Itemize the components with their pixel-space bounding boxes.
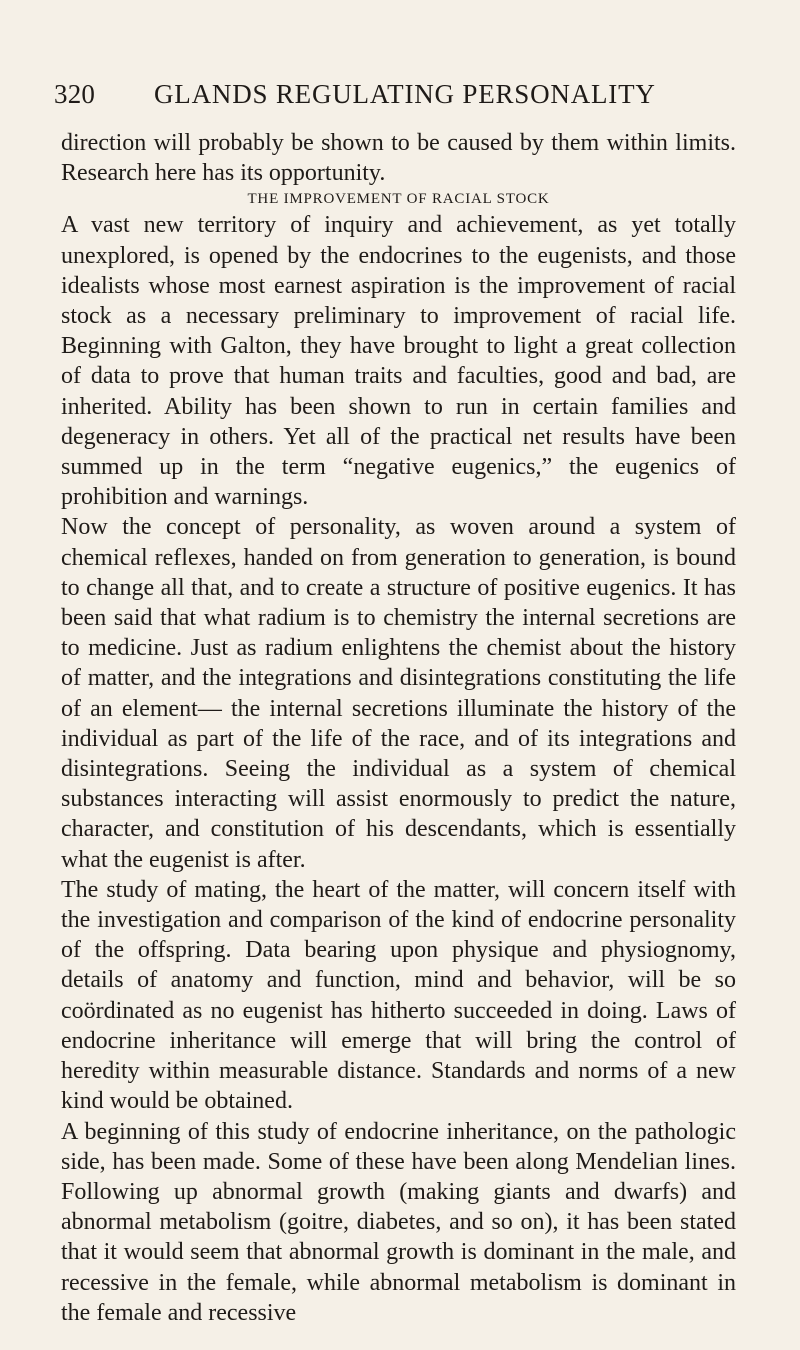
paragraph-2: Now the concept of personality, as woven around a system of chemical reflexes, handed on from generation to generation, is bound to change all that, and to create a structure of positive eugenics. It has been said that what radium is to chemistry the internal secretions are to medicine. Just as radium enlightens the chemist about the history of matter, and the integrations and disintegrations constituting the life of an element— the internal secretions illuminate the history of the individual as part of the life of the race, and of its integrations and disintegrations. Seeing the individual as a system of chemical substances interacting will assist enormously to predict the nature, character, and constitution of his descendants, which is essentially what the eugenist is after. xyxy=(61,514,736,873)
paragraph-1: A vast new territory of inquiry and achievement, as yet totally unexplored, is opened by the endocrines to the eugenists, and those idealists whose most earnest aspiration is the improvement of racial stock as a necessary preliminary to improvement of racial life. Beginning with Galton, they have brought to light a great collection of data to prove that human traits and faculties, good and bad, are inherited. Ability has been shown to run in certain families and degeneracy in others. Yet all of the practical net results have been summed up in the term “negative eugenics,” the eugenics of prohibition and warnings. xyxy=(61,212,736,511)
paragraph-3: The study of mating, the heart of the matter, will concern itself with the investigation and comparison of the kind of endocrine personality of the offspring. Data bearing upon physique and physiognomy, details of anatomy and function, mind and behavior, will be so coördinated as no eugenist has hitherto succeeded in doing. Laws of endocrine inheritance will emerge that will bring the control of heredity within measurable distance. Standards and norms of a new kind would be obtained. xyxy=(61,876,736,1115)
paragraph-4: A beginning of this study of endocrine inheritance, on the pathologic side, has been made. Some of these have been along Mendelian lines. Following up abnormal growth (making giants and dwarfs) and abnormal metabolism (goitre, diabetes, and so on), it has been stated that it would seem that abnormal growth is dominant in the male, and recessive in the female, while abnormal metabolism is dominant in the female and recessive xyxy=(61,1118,736,1326)
page-body xyxy=(61,128,736,1328)
opening-paragraph: direction will probably be shown to be caused by them within limits. Research here has its opportunity. xyxy=(61,130,736,187)
page-number: 320 xyxy=(54,79,96,109)
running-head: GLANDS REGULATING PERSONALITY xyxy=(154,79,656,109)
page-header xyxy=(54,79,754,119)
section-heading: THE IMPROVEMENT OF RACIAL STOCK xyxy=(247,191,550,208)
